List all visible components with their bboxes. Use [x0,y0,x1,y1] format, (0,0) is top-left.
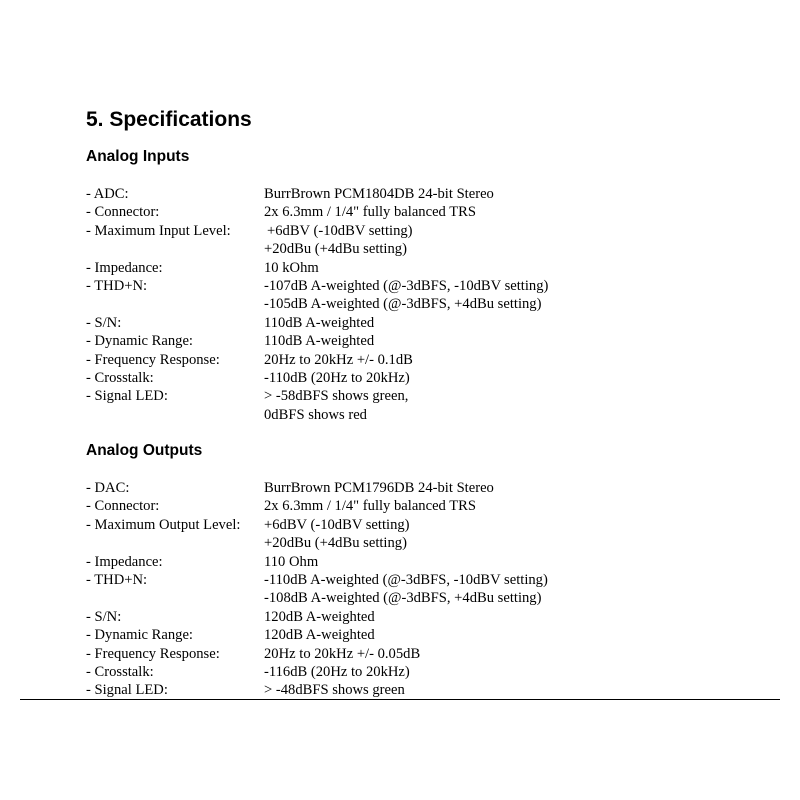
spec-value: 10 kOhm [264,259,319,276]
spec-row-s-n [86,608,548,626]
spec-row-signal-led [86,387,548,424]
spec-value: 20Hz to 20kHz +/- 0.05dB [264,645,421,662]
spec-value: -108dB A-weighted (@-3dBFS, +4dBu setting) [264,590,542,607]
spec-label: - Connector: [86,204,160,221]
spec-value: 20Hz to 20kHz +/- 0.1dB [264,351,413,368]
spec-values [264,222,413,259]
spec-value: -110dB A-weighted (@-3dBFS, -10dBV setting) [264,572,548,589]
spec-row-dynamic-range [86,332,548,350]
spec-value: +6dBV (-10dBV setting) [267,222,413,239]
spec-row-frequency-response [86,351,548,369]
spec-label: - Dynamic Range: [86,627,193,644]
spec-row-connector [86,203,548,221]
spec-values [264,626,375,644]
spec-values [264,516,410,553]
spec-label: - DAC: [86,480,130,496]
spec-label: - Signal LED: [86,388,168,405]
spec-value: BurrBrown PCM1804DB 24-bit Stereo [264,186,494,202]
spec-value: +20dBu (+4dBu setting) [264,241,407,258]
spec-values [264,681,405,699]
spec-values [264,351,413,369]
spec-row-thd-n [86,571,548,608]
spec-value: 110dB A-weighted [264,333,375,350]
spec-label: - Impedance: [86,553,163,570]
spec-label: - Crosstalk: [86,370,154,387]
spec-value: -110dB (20Hz to 20kHz) [264,370,410,387]
spec-value: > -48dBFS shows green [264,682,405,699]
spec-values [264,203,476,221]
spec-values [264,185,494,203]
spec-values [264,645,420,663]
footer-divider [20,699,780,700]
spec-row-signal-led [86,681,548,699]
spec-values [264,277,548,314]
spec-values [264,332,374,350]
spec-row-maximum-output-level [86,516,548,553]
spec-value: 120dB A-weighted [264,608,375,625]
spec-values [264,314,374,332]
spec-row-s-n [86,314,548,332]
spec-label: - S/N: [86,608,122,625]
spec-label: - Maximum Input Level: [86,222,231,239]
spec-values [264,369,410,387]
spec-value: 2x 6.3mm / 1/4" fully balanced TRS [264,204,477,221]
spec-list-analog-outputs [86,479,548,700]
spec-label: - THD+N: [86,278,148,295]
section-title-analog-outputs: Analog Outputs [86,442,203,459]
spec-row-dynamic-range [86,626,548,644]
spec-value: 0dBFS shows red [264,406,367,423]
spec-values [264,553,318,571]
spec-values [264,387,408,424]
spec-values [264,497,476,515]
spec-label: - Impedance: [86,259,163,276]
spec-value: +6dBV (-10dBV setting) [264,516,410,533]
spec-row-frequency-response [86,645,548,663]
spec-label: - Connector: [86,498,160,515]
spec-label: - Frequency Response: [86,645,220,662]
spec-label: - Dynamic Range: [86,333,193,350]
spec-value: BurrBrown PCM1796DB 24-bit Stereo [264,480,494,496]
spec-value: -107dB A-weighted (@-3dBFS, -10dBV setting) [264,278,549,295]
spec-value: > -58dBFS shows green, [264,388,409,405]
spec-label: - Maximum Output Level: [86,516,241,533]
section-title-analog-inputs: Analog Inputs [86,148,190,165]
spec-value: -116dB (20Hz to 20kHz) [264,664,410,681]
spec-values [264,479,494,497]
spec-values [264,571,548,608]
spec-label: - Crosstalk: [86,664,154,681]
spec-value: 110dB A-weighted [264,314,375,331]
page-title: 5. Specifications [86,108,252,131]
spec-row-connector [86,497,548,515]
spec-row-crosstalk [86,663,548,681]
spec-value: 2x 6.3mm / 1/4" fully balanced TRS [264,498,477,515]
spec-row-adc [86,185,548,203]
spec-label: - ADC: [86,186,129,202]
spec-label: - Frequency Response: [86,351,220,368]
spec-value: -105dB A-weighted (@-3dBFS, +4dBu setting) [264,296,542,313]
spec-values [264,608,375,626]
spec-row-maximum-input-level [86,222,548,259]
spec-label: - THD+N: [86,572,148,589]
spec-label: - Signal LED: [86,682,168,699]
spec-row-impedance [86,553,548,571]
spec-list-analog-inputs [86,185,548,424]
spec-value: 120dB A-weighted [264,627,375,644]
spec-row-impedance [86,259,548,277]
spec-label: - S/N: [86,314,122,331]
spec-row-crosstalk [86,369,548,387]
spec-values [264,259,319,277]
spec-row-dac [86,479,548,497]
spec-row-thd-n [86,277,548,314]
spec-value: +20dBu (+4dBu setting) [264,535,407,552]
spec-values [264,663,410,681]
spec-value: 110 Ohm [264,553,319,570]
